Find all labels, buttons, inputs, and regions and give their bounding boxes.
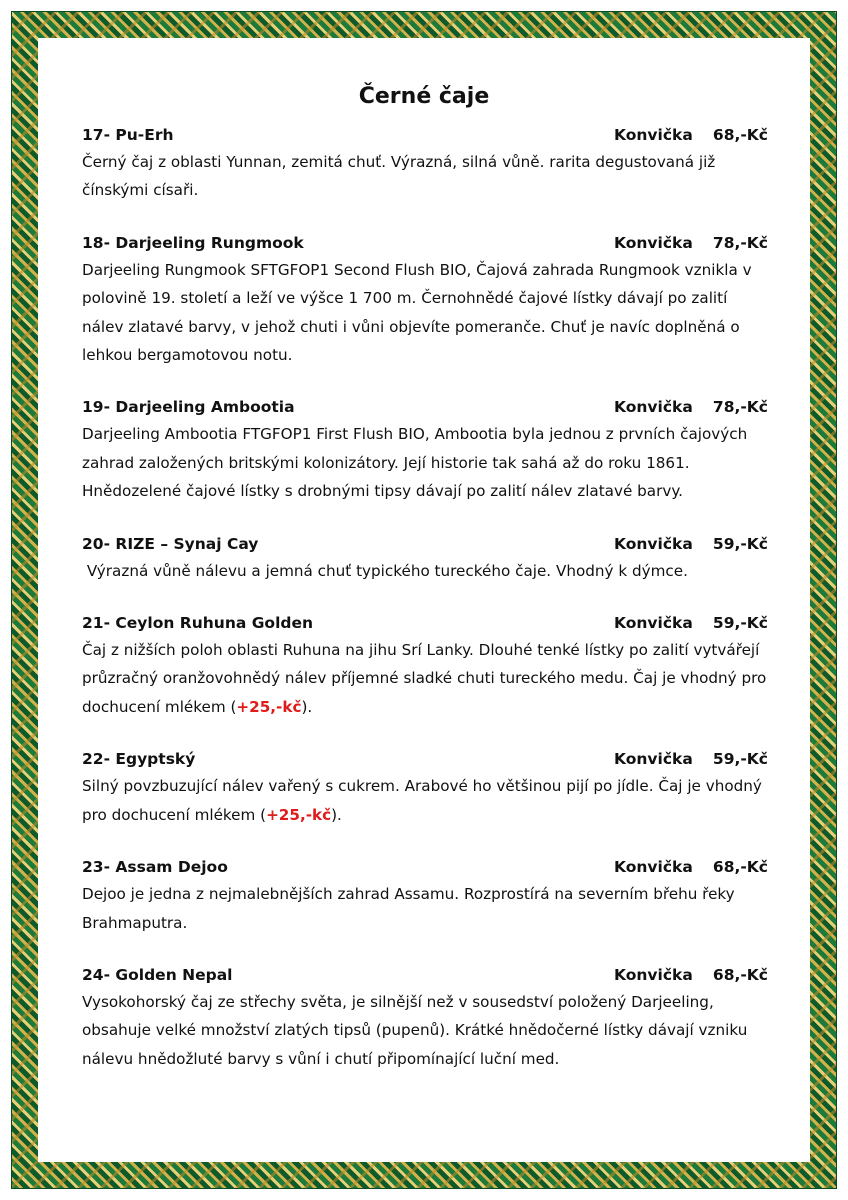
menu-item-name: 24- Golden Nepal (82, 965, 233, 984)
menu-item-description-text: Černý čaj z oblasti Yunnan, zemitá chuť. Výrazná, silná vůně. rarita degustovaná již čínskými císaři. (82, 153, 716, 200)
menu-item (82, 396, 768, 505)
menu-item-vessel: Konvička (614, 126, 693, 144)
menu-item-name: 23- Assam Dejoo (82, 858, 228, 877)
menu-item-vessel: Konvička (614, 965, 693, 984)
menu-item-name: 17- Pu-Erh (82, 126, 174, 144)
menu-item-header (82, 533, 768, 555)
menu-item (82, 748, 768, 829)
menu-item-price: 78,-Kč (712, 233, 768, 252)
menu-item-description-text: Dejoo je jedna z nejmalebnějších zahrad Assamu. Rozprostírá na severním břehu řeky Brahmaputra. (82, 885, 735, 932)
menu-item (82, 533, 768, 585)
menu-item-description-text: Vysokohorský čaj ze střechy světa, je silnější než v sousedství položený Darjeeling, obsahuje velké množství zlatých tipsů (pupenů). Krátké hnědočerné lístky dávají vzniku nálevu hnědožluté barvy s vůní i chutí připomínající luční med. (82, 992, 748, 1068)
menu-item-vessel: Konvička (614, 233, 693, 252)
menu-item-header (82, 748, 768, 770)
menu-item-price: 68,-Kč (712, 126, 768, 144)
menu-item-vessel: Konvička (614, 750, 693, 769)
menu-item-header (82, 124, 768, 146)
menu-item-name: 19- Darjeeling Ambootia (82, 398, 295, 417)
menu-item-vessel: Konvička (614, 534, 693, 553)
menu-item-description-end: ). (301, 697, 313, 716)
menu-item-vessel: Konvička (614, 614, 693, 633)
milk-surcharge: +25,-kč (236, 697, 302, 716)
menu-item (82, 612, 768, 721)
menu-item-header (82, 232, 768, 254)
menu-item-price: 78,-Kč (712, 398, 768, 417)
menu-item-name: 21- Ceylon Ruhuna Golden (82, 614, 314, 633)
tea-menu-list (82, 124, 768, 1100)
menu-item (82, 964, 768, 1073)
menu-item-description-text: Silný povzbuzující nálev vařený s cukrem. Arabové ho většinou pijí po jídle. Čaj je vhodný pro dochucení mlékem ( (82, 777, 762, 824)
menu-item-description (82, 988, 768, 1073)
menu-item-name: 18- Darjeeling Rungmook (82, 233, 304, 252)
menu-item-vessel: Konvička (614, 398, 693, 417)
menu-item-price: 59,-Kč (712, 750, 768, 769)
menu-item-name: 20- RIZE – Synaj Cay (82, 534, 259, 553)
menu-item-description (82, 420, 768, 505)
menu-item-header (82, 396, 768, 418)
menu-item-header (82, 856, 768, 878)
menu-item-header (82, 964, 768, 986)
menu-item-description (82, 636, 768, 721)
menu-item-description-text: Darjeeling Ambootia FTGFOP1 First Flush BIO, Ambootia byla jednou z prvních čajových zahrad založených britskými kolonizátory. Její historie tak sahá až do roku 1861. Hnědozelené čajové lístky s drobnými tipsy dávají po zalití nálev zlatavé barvy. (82, 425, 748, 501)
menu-item-price: 59,-Kč (712, 614, 768, 633)
menu-item-price: 68,-Kč (712, 965, 768, 984)
menu-item-description-text: Darjeeling Rungmook SFTGFOP1 Second Flush BIO, Čajová zahrada Rungmook vznikla v polovině 19. století a leží ve výšce 1 700 m. Černohnědé čajové lístky dávají po zalití nálev zlatavé barvy, v jehož chuti i vůni objevíte pomeranče. Chuť je navíc doplněná o lehkou bergamotovou notu. (82, 260, 752, 365)
milk-surcharge: +25,-kč (266, 805, 332, 824)
menu-item-vessel: Konvička (614, 858, 693, 877)
menu-item-description-text: Čaj z nižších poloh oblasti Ruhuna na jihu Srí Lanky. Dlouhé tenké lístky po zalití vytvářejí průzračný oranžovohnědý nálev příjemné sladké chuti tureckého medu. Čaj je vhodný pro dochucení mlékem ( (82, 641, 767, 716)
menu-item-description (82, 256, 768, 370)
menu-item-header (82, 612, 768, 634)
menu-item (82, 856, 768, 937)
menu-item-description-end: ). (331, 805, 342, 824)
menu-item-description (82, 557, 768, 585)
menu-item-price: 59,-Kč (712, 534, 768, 553)
menu-item-description (82, 880, 768, 937)
menu-item-description (82, 772, 768, 829)
menu-item-description (82, 148, 768, 205)
menu-item (82, 232, 768, 370)
page-title: Černé čaje (358, 84, 490, 109)
menu-item-price: 68,-Kč (712, 858, 768, 877)
menu-item-name: 22- Egyptský (82, 750, 196, 769)
menu-item (82, 124, 768, 205)
menu-item-description-text: Výrazná vůně nálevu a jemná chuť typického tureckého čaje. Vhodný k dýmce. (82, 561, 688, 580)
